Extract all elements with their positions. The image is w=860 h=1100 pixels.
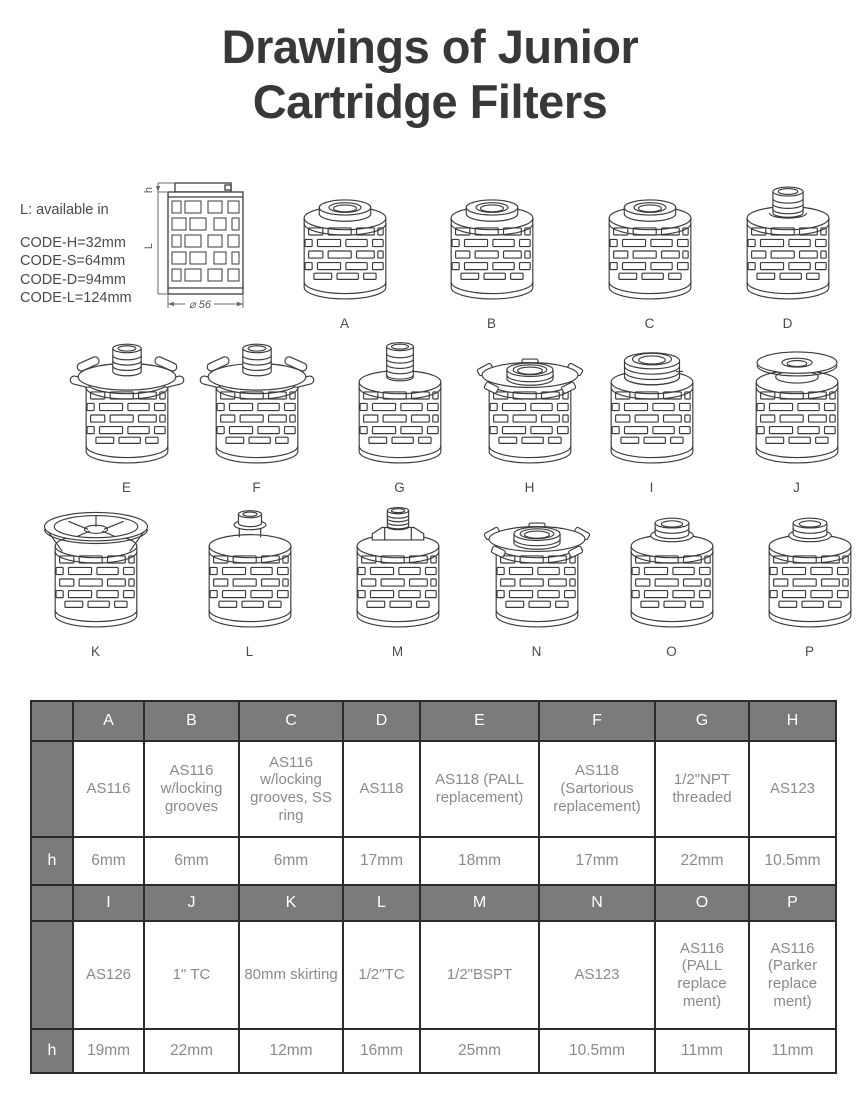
figure-label: E: [121, 480, 132, 495]
cartridge-drawing-icon: [593, 336, 711, 478]
h-value-cell: 6mm: [239, 837, 343, 885]
corner-cell: [31, 701, 73, 741]
cartridge-drawing-icon: [37, 500, 155, 642]
h-row-label: h: [31, 837, 73, 885]
h-value-cell: 10.5mm: [539, 1029, 655, 1073]
h-value-cell: 17mm: [539, 837, 655, 885]
table-header-row-i-p: [31, 885, 836, 921]
h-value-cell: 10.5mm: [749, 837, 836, 885]
h-value-cell: 6mm: [73, 837, 144, 885]
cartridge-drawing-icon: [738, 336, 856, 478]
dim-h-label: h: [143, 186, 155, 194]
h-value-cell: 18mm: [420, 837, 539, 885]
figure-label: D: [782, 316, 794, 331]
cartridge-drawing-icon: [191, 500, 309, 642]
dimension-drawing: [128, 168, 268, 320]
code-l-line: CODE-L=124mm: [20, 290, 132, 306]
col-header: O: [655, 885, 749, 921]
table-name-row-i-p: [31, 921, 836, 1029]
col-header: K: [239, 885, 343, 921]
h-row-label: h: [31, 1029, 73, 1073]
col-header: I: [73, 885, 144, 921]
row-label-cell: [31, 921, 73, 1029]
h-value-cell: 19mm: [73, 1029, 144, 1073]
product-name-cell: 80mm skirting: [239, 921, 343, 1029]
filter-figure-e: [68, 336, 186, 495]
h-value-cell: 16mm: [343, 1029, 420, 1073]
col-header: G: [655, 701, 749, 741]
filter-figure-p: [751, 500, 860, 659]
figure-label: K: [90, 644, 101, 659]
page-title-line2: Cartridge Filters: [252, 74, 608, 128]
cartridge-drawing-icon: [341, 336, 459, 478]
figure-label: B: [486, 316, 497, 331]
h-value-cell: 12mm: [239, 1029, 343, 1073]
product-name-cell: AS116 (PALL replace ment): [655, 921, 749, 1029]
product-name-cell: AS123: [749, 741, 836, 837]
col-header: E: [420, 701, 539, 741]
product-name-cell: 1/2"BSPT: [420, 921, 539, 1029]
figure-label: G: [394, 480, 406, 495]
product-name-cell: 1" TC: [144, 921, 239, 1029]
figure-label: F: [252, 480, 262, 495]
cartridge-drawing-icon: [478, 500, 596, 642]
filter-figure-m: [339, 500, 457, 659]
filter-figure-b: [433, 172, 551, 331]
dim-l-label: L: [143, 242, 155, 250]
cartridge-drawing-icon: [613, 500, 731, 642]
h-value-cell: 22mm: [655, 837, 749, 885]
filter-figure-n: [478, 500, 596, 659]
cartridge-drawing-icon: [751, 500, 860, 642]
cartridge-drawing-icon: [339, 500, 457, 642]
figure-label: M: [391, 644, 405, 659]
product-name-cell: AS118 (Sartorious replacement): [539, 741, 655, 837]
product-name-cell: AS126: [73, 921, 144, 1029]
spec-table: [30, 700, 837, 1074]
figure-label: A: [339, 316, 350, 331]
page-title-line1: Drawings of Junior: [221, 20, 639, 73]
h-value-cell: 25mm: [420, 1029, 539, 1073]
product-name-cell: AS123: [539, 921, 655, 1029]
cartridge-drawing-icon: [433, 172, 551, 314]
h-value-cell: 6mm: [144, 837, 239, 885]
col-header: F: [539, 701, 655, 741]
cartridge-drawing-icon: [286, 172, 404, 314]
col-header: J: [144, 885, 239, 921]
col-header: A: [73, 701, 144, 741]
table-name-row-a-h: [31, 741, 836, 837]
table-h-row-a-h: [31, 837, 836, 885]
filter-figure-c: [591, 172, 709, 331]
filter-figure-a: [286, 172, 404, 331]
col-header: L: [343, 885, 420, 921]
figure-label: J: [793, 480, 801, 495]
product-name-cell: AS116: [73, 741, 144, 837]
figure-label: O: [666, 644, 678, 659]
length-note-intro: L: available in: [20, 202, 109, 218]
product-name-cell: 1/2"NPT threaded: [655, 741, 749, 837]
filter-figure-j: [738, 336, 856, 495]
filter-figure-k: [37, 500, 155, 659]
code-h-line: CODE-H=32mm: [20, 234, 126, 251]
filter-figure-d: [729, 172, 847, 331]
table-header-row-a-h: [31, 701, 836, 741]
col-header: M: [420, 885, 539, 921]
figure-label: N: [531, 644, 543, 659]
page-title: [0, 20, 860, 129]
col-header: P: [749, 885, 836, 921]
col-header: H: [749, 701, 836, 741]
filter-figure-g: [341, 336, 459, 495]
filter-figure-l: [191, 500, 309, 659]
figure-label: I: [649, 480, 655, 495]
table-h-row-i-p: [31, 1029, 836, 1073]
filter-figure-f: [198, 336, 316, 495]
col-header: N: [539, 885, 655, 921]
cartridge-drawing-icon: [471, 336, 589, 478]
h-value-cell: 11mm: [749, 1029, 836, 1073]
code-d-line: CODE-D=94mm: [20, 271, 126, 288]
product-name-cell: 1/2"TC: [343, 921, 420, 1029]
cartridge-drawing-icon: [591, 172, 709, 314]
product-name-cell: AS118 (PALL replacement): [420, 741, 539, 837]
cartridge-drawing-icon: [68, 336, 186, 478]
col-header: B: [144, 701, 239, 741]
figure-label: L: [245, 644, 255, 659]
figure-label: C: [644, 316, 656, 331]
product-name-cell: AS118: [343, 741, 420, 837]
figure-label: P: [804, 644, 815, 659]
corner-cell: [31, 885, 73, 921]
h-value-cell: 22mm: [144, 1029, 239, 1073]
cartridge-drawing-icon: [729, 172, 847, 314]
cartridge-drawing-icon: [198, 336, 316, 478]
h-value-cell: 11mm: [655, 1029, 749, 1073]
row-label-cell: [31, 741, 73, 837]
product-name-cell: AS116 w/locking grooves, SS ring: [239, 741, 343, 837]
col-header: C: [239, 701, 343, 741]
filter-figure-h: [471, 336, 589, 495]
code-s-line: CODE-S=64mm: [20, 253, 126, 269]
figure-label: H: [524, 480, 536, 495]
filter-figure-o: [613, 500, 731, 659]
dim-diameter-label: ⌀ 56: [189, 299, 211, 311]
product-name-cell: AS116 (Parker replace ment): [749, 921, 836, 1029]
filter-figure-i: [593, 336, 711, 495]
col-header: D: [343, 701, 420, 741]
h-value-cell: 17mm: [343, 837, 420, 885]
product-name-cell: AS116 w/locking grooves: [144, 741, 239, 837]
